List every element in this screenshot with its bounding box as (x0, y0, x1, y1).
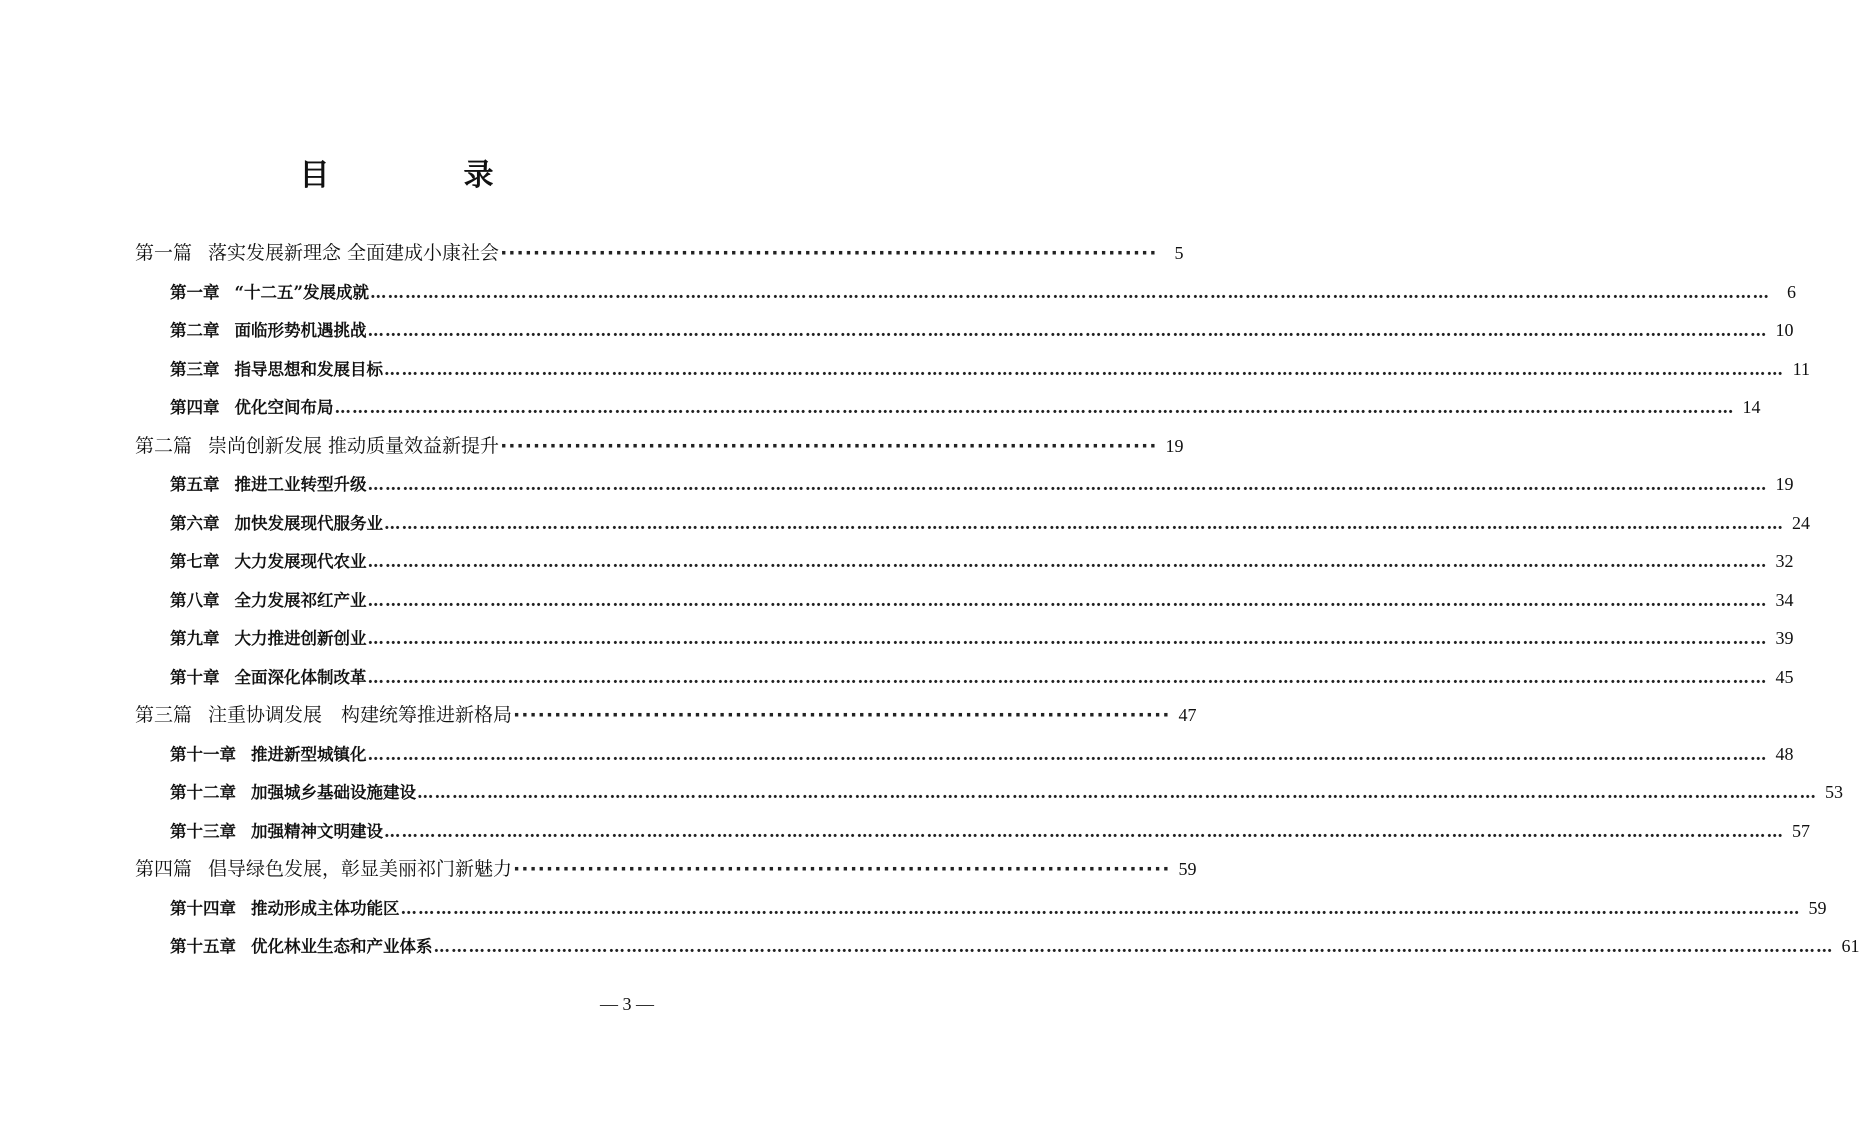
toc-chapter-entry[interactable] (170, 465, 1794, 503)
chapter-label: 第十二章 (170, 783, 236, 802)
dot-leader: …………………………………………………………………………………………………………………………………………………………………………………………………………………… (367, 629, 1768, 648)
page-number-ref: 45 (1775, 666, 1794, 687)
part-title: 倡导绿色发展，彰显美丽祁门新魅力 (208, 858, 513, 880)
part-title: 落实发展新理念 全面建成小康社会 (208, 242, 500, 264)
chapter-title: “十二五”发展成就 (234, 282, 369, 302)
toc-part-entry[interactable] (135, 696, 1197, 734)
toc-chapter-entry[interactable] (170, 812, 1810, 850)
page-number-ref: 32 (1775, 551, 1794, 571)
chapter-label: 第九章 (170, 629, 220, 648)
toc-chapter-entry[interactable] (170, 581, 1794, 619)
dot-leader: …………………………………………………………………………………………………………………………………………………………………………………………………………………… (367, 744, 1768, 764)
part-label: 第三篇 (135, 704, 193, 726)
part-title: 崇尚创新发展 推动质量效益新提升 (208, 434, 500, 457)
page-number-ref: 34 (1775, 589, 1794, 610)
chapter-title: 推进工业转型升级 (234, 475, 367, 494)
part-label: 第二篇 (135, 434, 193, 457)
dot-leader: …………………………………………………………………………………………………………………………………………………………………………………………………………………… (367, 667, 1768, 687)
chapter-title: 加快发展现代服务业 (234, 513, 383, 533)
chapter-label: 第七章 (170, 552, 220, 571)
chapter-title: 加强精神文明建设 (251, 821, 383, 841)
chapter-label: 第十章 (170, 667, 220, 687)
page-title: 目 录 (299, 158, 546, 193)
chapter-label: 第二章 (170, 321, 220, 340)
chapter-title: 指导思想和发展目标 (234, 359, 383, 379)
toc-chapter-entry[interactable] (170, 388, 1761, 426)
part-label: 第一篇 (135, 242, 193, 264)
chapter-title: 优化空间布局 (234, 398, 334, 417)
page-number-ref: 48 (1775, 743, 1794, 764)
toc-chapter-entry[interactable] (170, 773, 1843, 811)
chapter-label: 第十三章 (170, 821, 236, 841)
toc-part-entry[interactable] (135, 427, 1184, 465)
toc-chapter-entry[interactable] (170, 658, 1794, 696)
page-number-ref: 11 (1792, 358, 1810, 379)
toc-chapter-entry[interactable] (170, 504, 1810, 542)
chapter-label: 第六章 (170, 513, 220, 533)
chapter-label: 第十一章 (170, 744, 236, 764)
page-number-ref: 61 (1841, 936, 1860, 956)
dot-leader: …………………………………………………………………………………………………………………………………………………………………………………………………………………… (369, 282, 1770, 302)
page-number-ref: 19 (1165, 435, 1184, 456)
dot-leader: …………………………………………………………………………………………………………………………………………………………………………………………………………………… (433, 937, 1834, 956)
dot-leader: ················································································ (513, 704, 1171, 726)
part-label: 第四篇 (135, 858, 193, 880)
chapter-title: 加强城乡基础设施建设 (251, 783, 416, 802)
toc-part-entry[interactable] (135, 850, 1197, 888)
dot-leader: …………………………………………………………………………………………………………………………………………………………………………………………………………………… (384, 821, 1784, 841)
toc-chapter-entry[interactable] (170, 542, 1794, 580)
dot-leader: ················································································ (500, 242, 1158, 264)
part-title: 注重协调发展 构建统筹推进新格局 (208, 704, 513, 726)
chapter-title: 面临形势机遇挑战 (234, 321, 367, 340)
page-number-ref: 6 (1786, 281, 1796, 302)
chapter-title: 推进新型城镇化 (251, 744, 367, 764)
toc-chapter-entry[interactable] (170, 273, 1796, 311)
page-number-ref: 47 (1178, 705, 1197, 725)
chapter-title: 全面深化体制改革 (234, 667, 367, 687)
chapter-title: 优化林业生态和产业体系 (251, 937, 433, 956)
chapter-label: 第十五章 (170, 937, 236, 956)
dot-leader: …………………………………………………………………………………………………………………………………………………………………………………………………………………… (367, 552, 1768, 571)
toc-chapter-entry[interactable] (170, 350, 1810, 388)
dot-leader: …………………………………………………………………………………………………………………………………………………………………………………………………………………… (384, 513, 1784, 533)
chapter-label: 第五章 (170, 475, 220, 494)
dot-leader: …………………………………………………………………………………………………………………………………………………………………………………………………………………… (400, 898, 1801, 918)
page-number-ref: 57 (1792, 820, 1810, 841)
page-number-ref: 59 (1808, 897, 1827, 918)
page-number-ref: 19 (1775, 474, 1794, 494)
page-number-ref: 14 (1742, 397, 1761, 417)
chapter-label: 第四章 (170, 398, 220, 417)
page-number-ref: 10 (1775, 320, 1794, 340)
toc-chapter-entry[interactable] (170, 927, 1860, 965)
chapter-title: 推动形成主体功能区 (251, 898, 400, 918)
page-number-ref: 5 (1174, 243, 1184, 263)
chapter-title: 全力发展祁红产业 (234, 590, 367, 610)
dot-leader: …………………………………………………………………………………………………………………………………………………………………………………………………………………… (367, 321, 1768, 340)
page-number: — 3 — (600, 994, 654, 1014)
chapter-label: 第十四章 (170, 898, 236, 918)
chapter-label: 第八章 (170, 590, 220, 610)
dot-leader: …………………………………………………………………………………………………………………………………………………………………………………………………………………… (367, 475, 1768, 494)
dot-leader: …………………………………………………………………………………………………………………………………………………………………………………………………………………… (417, 783, 1817, 802)
toc-chapter-entry[interactable] (170, 311, 1794, 349)
chapter-title: 大力发展现代农业 (234, 552, 367, 571)
page-number-ref: 24 (1792, 512, 1810, 533)
dot-leader: …………………………………………………………………………………………………………………………………………………………………………………………………………………… (334, 398, 1735, 417)
dot-leader: …………………………………………………………………………………………………………………………………………………………………………………………………………………… (367, 590, 1768, 610)
dot-leader: …………………………………………………………………………………………………………………………………………………………………………………………………………………… (384, 359, 1784, 379)
page-number-ref: 53 (1825, 782, 1843, 802)
dot-leader: ················································································ (513, 858, 1171, 880)
toc-chapter-entry[interactable] (170, 889, 1827, 927)
chapter-title: 大力推进创新创业 (234, 629, 367, 648)
page-number-ref: 59 (1178, 859, 1197, 879)
toc-chapter-entry[interactable] (170, 735, 1794, 773)
toc-part-entry[interactable] (135, 234, 1184, 272)
toc-chapter-entry[interactable] (170, 619, 1794, 657)
chapter-label: 第三章 (170, 359, 220, 379)
chapter-label: 第一章 (170, 282, 220, 302)
dot-leader: ················································································ (500, 434, 1158, 457)
page-number-ref: 39 (1775, 628, 1794, 648)
